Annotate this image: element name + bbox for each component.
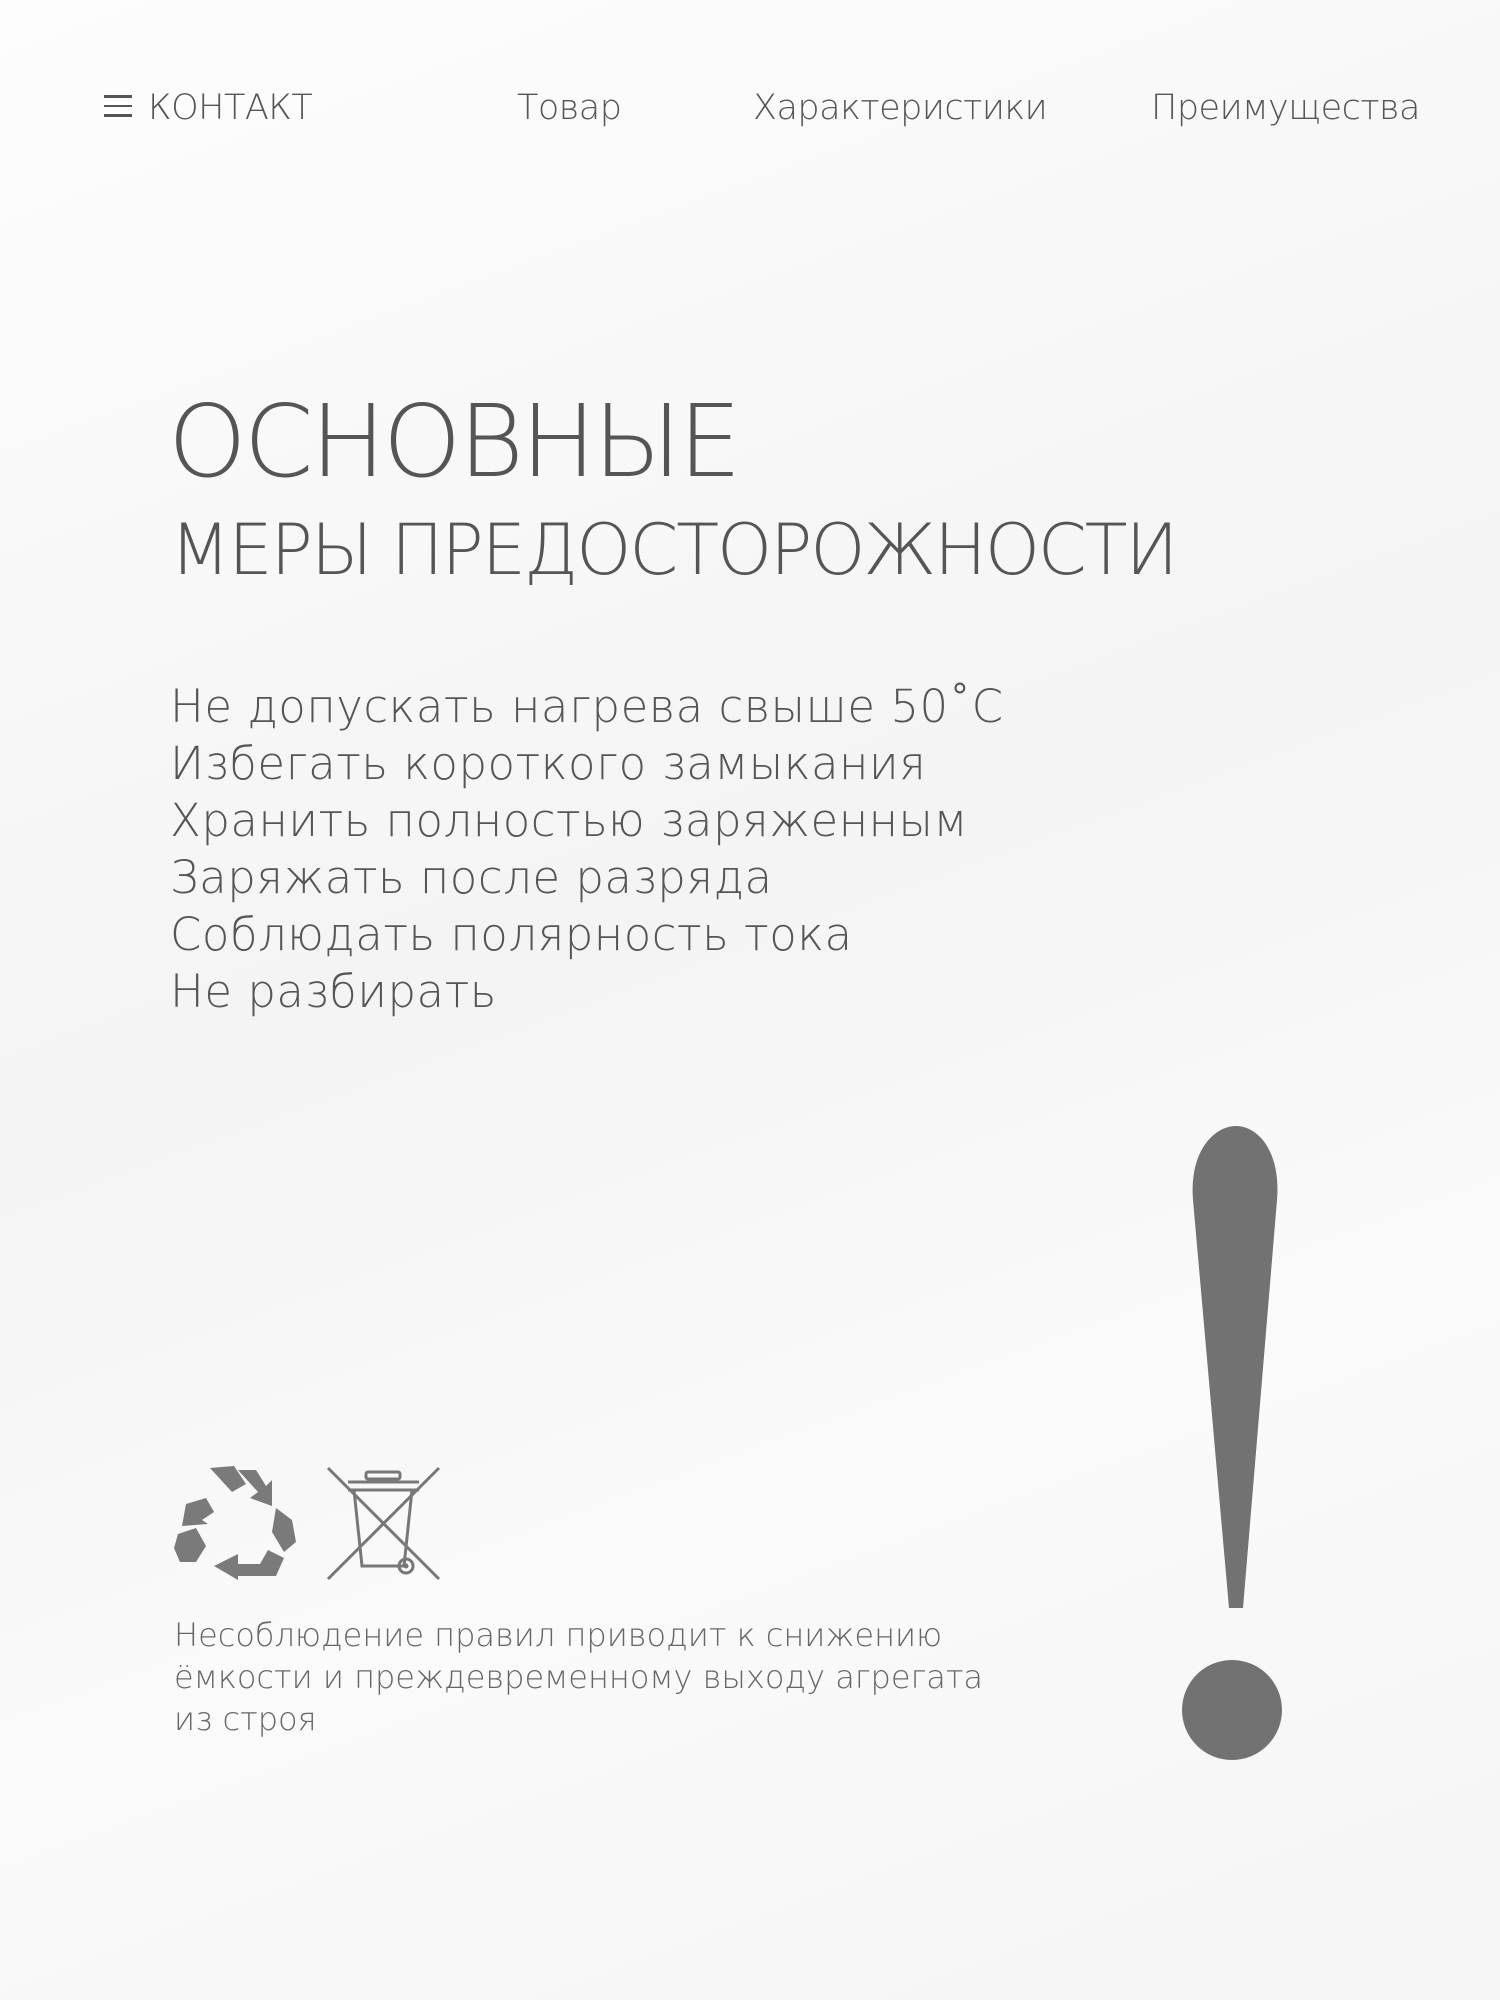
list-item: Избегать короткого замыкания bbox=[170, 737, 927, 790]
contact-label: КОНТАКТ bbox=[148, 88, 313, 128]
disposal-icons bbox=[172, 1462, 452, 1592]
top-nav bbox=[0, 88, 1500, 138]
page-title: ОСНОВНЫЕ bbox=[168, 383, 739, 500]
contact-menu-button[interactable] bbox=[104, 88, 312, 128]
note-line: из строя bbox=[174, 1700, 317, 1738]
list-item: Не допускать нагрева свыше 50˚С bbox=[170, 680, 1004, 733]
hamburger-menu-icon[interactable] bbox=[104, 95, 132, 119]
list-item: Заряжать после разряда bbox=[170, 851, 773, 904]
exclamation-mark-icon bbox=[1175, 1120, 1295, 1770]
list-item: Не разбирать bbox=[170, 965, 497, 1018]
list-item: Хранить полностью заряженным bbox=[170, 794, 968, 847]
nav-link-product[interactable]: Товар bbox=[517, 88, 622, 128]
recycle-icon bbox=[172, 1462, 302, 1582]
crossed-out-wheelie-bin-icon bbox=[322, 1462, 447, 1587]
warning-note bbox=[174, 1614, 1034, 1740]
precautions-list bbox=[170, 678, 1004, 1020]
nav-link-benefits[interactable]: Преимущества bbox=[1151, 88, 1421, 128]
note-line: Несоблюдение правил приводит к снижению bbox=[174, 1616, 943, 1654]
list-item: Соблюдать полярность тока bbox=[170, 908, 853, 961]
nav-link-specs[interactable]: Характеристики bbox=[753, 88, 1048, 128]
page-subtitle: МЕРЫ ПРЕДОСТОРОЖНОСТИ bbox=[170, 509, 1177, 591]
note-line: ёмкости и преждевременному выходу агрегата bbox=[174, 1658, 984, 1696]
